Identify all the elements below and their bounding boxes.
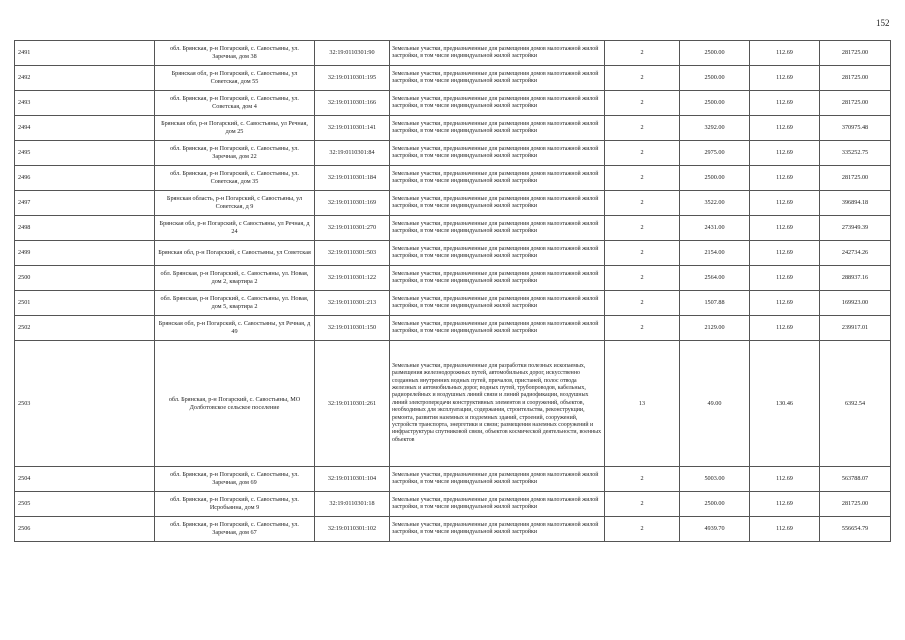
category-code-cell: 2 — [605, 291, 680, 316]
specific-value-cell: 112.69 — [750, 291, 820, 316]
table-row — [15, 191, 891, 216]
row-number: 2496 — [15, 166, 155, 191]
cadastral-number-cell: 32:19:0110301:213 — [315, 291, 390, 316]
area-cell: 2975.00 — [680, 141, 750, 166]
land-use-cell: Земельные участки, предназначенные для размещения домов малоэтажной жилой застройки, в том числе индивидуальной жилой застройки — [390, 66, 605, 91]
cadastral-number-cell: 32:19:0110301:122 — [315, 266, 390, 291]
page-number: 152 — [876, 18, 890, 28]
category-code-cell: 2 — [605, 467, 680, 492]
land-use-cell: Земельные участки, предназначенные для размещения домов малоэтажной жилой застройки, в том числе индивидуальной жилой застройки — [390, 241, 605, 266]
specific-value-cell: 112.69 — [750, 66, 820, 91]
category-code-cell: 2 — [605, 266, 680, 291]
table-row — [15, 492, 891, 517]
land-use-cell: Земельные участки, предназначенные для размещения домов малоэтажной жилой застройки, в том числе индивидуальной жилой застройки — [390, 216, 605, 241]
cadastral-value-cell: 6392.54 — [820, 341, 891, 467]
cadastral-value-cell: 281725.00 — [820, 66, 891, 91]
specific-value-cell: 112.69 — [750, 492, 820, 517]
land-use-cell: Земельные участки, предназначенные для размещения домов малоэтажной жилой застройки, в том числе индивидуальной жилой застройки — [390, 492, 605, 517]
area-cell: 2500.00 — [680, 166, 750, 191]
land-use-cell: Земельные участки, предназначенные для размещения домов малоэтажной жилой застройки, в том числе индивидуальной жилой застройки — [390, 141, 605, 166]
address-cell: обл. Брянская, р-н Погарский, с. Савостьяны, ул. Советская, дом 4 — [155, 91, 315, 116]
area-cell: 2500.00 — [680, 41, 750, 66]
land-use-cell: Земельные участки, предназначенные для размещения домов малоэтажной жилой застройки, в том числе индивидуальной жилой застройки — [390, 116, 605, 141]
area-cell: 3292.00 — [680, 116, 750, 141]
category-code-cell: 2 — [605, 166, 680, 191]
row-number: 2497 — [15, 191, 155, 216]
table-row — [15, 141, 891, 166]
specific-value-cell: 130.46 — [750, 341, 820, 467]
cadastral-number-cell: 32:19:0110301:270 — [315, 216, 390, 241]
cadastral-number-cell: 32:19:0110301:104 — [315, 467, 390, 492]
row-number: 2503 — [15, 341, 155, 467]
address-cell: Брянская обл, р-н Погарский, с Савостьяны, ул Речная, д 24 — [155, 216, 315, 241]
area-cell: 2500.00 — [680, 492, 750, 517]
row-number: 2506 — [15, 517, 155, 542]
category-code-cell: 2 — [605, 141, 680, 166]
specific-value-cell: 112.69 — [750, 241, 820, 266]
row-number: 2495 — [15, 141, 155, 166]
category-code-cell: 2 — [605, 191, 680, 216]
table-row — [15, 91, 891, 116]
cadastral-number-cell: 32:19:0110301:102 — [315, 517, 390, 542]
category-code-cell: 2 — [605, 316, 680, 341]
cadastral-value-cell: 396894.18 — [820, 191, 891, 216]
cadastral-number-cell: 32:19:0110301:503 — [315, 241, 390, 266]
table-row — [15, 266, 891, 291]
area-cell: 2129.00 — [680, 316, 750, 341]
specific-value-cell: 112.69 — [750, 517, 820, 542]
category-code-cell: 2 — [605, 116, 680, 141]
cadastral-value-cell: 281725.00 — [820, 166, 891, 191]
cadastral-number-cell: 32:19:0110301:18 — [315, 492, 390, 517]
area-cell: 2500.00 — [680, 66, 750, 91]
category-code-cell: 2 — [605, 41, 680, 66]
row-number: 2505 — [15, 492, 155, 517]
category-code-cell: 2 — [605, 216, 680, 241]
specific-value-cell: 112.69 — [750, 191, 820, 216]
cadastral-number-cell: 32:19:0110301:195 — [315, 66, 390, 91]
cadastral-number-cell: 32:19:0110301:166 — [315, 91, 390, 116]
address-cell: Брянская область, р-н Погарский, с Савостьяны, ул Советская, д 9 — [155, 191, 315, 216]
cadastral-number-cell: 32:19:0110301:84 — [315, 141, 390, 166]
row-number: 2502 — [15, 316, 155, 341]
cadastral-number-cell: 32:19:0110301:169 — [315, 191, 390, 216]
row-number: 2494 — [15, 116, 155, 141]
cadastral-value-cell: 370975.48 — [820, 116, 891, 141]
land-use-cell: Земельные участки, предназначенные для размещения домов малоэтажной жилой застройки, в том числе индивидуальной жилой застройки — [390, 41, 605, 66]
table-row — [15, 341, 891, 467]
address-cell: Брянская обл, р-н Погарский, с. Савостьяны, ул Советская, дом 55 — [155, 66, 315, 91]
specific-value-cell: 112.69 — [750, 166, 820, 191]
table-row — [15, 116, 891, 141]
address-cell: обл. Брянская, р-н Погарский, с. Савостьяны, МО Долботовское сельское поселение — [155, 341, 315, 467]
specific-value-cell: 112.69 — [750, 141, 820, 166]
category-code-cell: 2 — [605, 91, 680, 116]
cadastral-value-cell: 169923.00 — [820, 291, 891, 316]
area-cell: 2431.00 — [680, 216, 750, 241]
address-cell: обл. Брянская, р-н Погарский, с. Савостьяны, ул. Заречная, дом 38 — [155, 41, 315, 66]
address-cell: Брянская обл, р-н Погарский, с. Савостьяны, ул Речная, д 49 — [155, 316, 315, 341]
land-use-cell: Земельные участки, предназначенные для размещения домов малоэтажной жилой застройки, в том числе индивидуальной жилой застройки — [390, 517, 605, 542]
row-number: 2493 — [15, 91, 155, 116]
land-use-cell: Земельные участки, предназначенные для размещения домов малоэтажной жилой застройки, в том числе индивидуальной жилой застройки — [390, 467, 605, 492]
address-cell: обл. Брянская, р-н Погарский, с. Савостьяны, ул. Исробьянна, дом 9 — [155, 492, 315, 517]
cadastral-value-cell: 288937.16 — [820, 266, 891, 291]
address-cell: обл. Брянская, р-н Погарский, с. Савостьяны, ул. Заречная, дом 67 — [155, 517, 315, 542]
address-cell: Брянская обл, р-н Погарский, с Савостьяны, ул Советская — [155, 241, 315, 266]
area-cell: 2564.00 — [680, 266, 750, 291]
address-cell: обл. Брянская, р-н Погарский, с. Савостьяны, ул. Заречная, дом 22 — [155, 141, 315, 166]
cadastral-value-table — [14, 40, 891, 542]
area-cell: 4939.70 — [680, 517, 750, 542]
area-cell: 49.00 — [680, 341, 750, 467]
cadastral-value-cell: 281725.00 — [820, 91, 891, 116]
cadastral-value-cell: 556654.79 — [820, 517, 891, 542]
row-number: 2491 — [15, 41, 155, 66]
row-number: 2500 — [15, 266, 155, 291]
cadastral-value-cell: 281725.00 — [820, 41, 891, 66]
category-code-cell: 2 — [605, 66, 680, 91]
land-use-cell: Земельные участки, предназначенные для размещения домов малоэтажной жилой застройки, в том числе индивидуальной жилой застройки — [390, 166, 605, 191]
table-row — [15, 467, 891, 492]
row-number: 2492 — [15, 66, 155, 91]
cadastral-value-cell: 239917.01 — [820, 316, 891, 341]
category-code-cell: 13 — [605, 341, 680, 467]
category-code-cell: 2 — [605, 517, 680, 542]
cadastral-number-cell: 32:19:0110301:261 — [315, 341, 390, 467]
table-row — [15, 41, 891, 66]
specific-value-cell: 112.69 — [750, 316, 820, 341]
cadastral-value-cell: 563788.07 — [820, 467, 891, 492]
specific-value-cell: 112.69 — [750, 41, 820, 66]
area-cell: 5003.00 — [680, 467, 750, 492]
specific-value-cell: 112.69 — [750, 91, 820, 116]
area-cell: 1507.88 — [680, 291, 750, 316]
row-number: 2499 — [15, 241, 155, 266]
land-use-cell: Земельные участки, предназначенные для размещения домов малоэтажной жилой застройки, в том числе индивидуальной жилой застройки — [390, 316, 605, 341]
specific-value-cell: 112.69 — [750, 266, 820, 291]
land-use-cell: Земельные участки, предназначенные для размещения домов малоэтажной жилой застройки, в том числе индивидуальной жилой застройки — [390, 291, 605, 316]
area-cell: 2154.00 — [680, 241, 750, 266]
table-row — [15, 316, 891, 341]
cadastral-value-cell: 281725.00 — [820, 492, 891, 517]
cadastral-value-cell: 273949.39 — [820, 216, 891, 241]
specific-value-cell: 112.69 — [750, 116, 820, 141]
category-code-cell: 2 — [605, 492, 680, 517]
table-row — [15, 66, 891, 91]
address-cell: обл. Брянская, р-н Погарский, с. Савостьяны, ул. Новая, дом 5, квартира 2 — [155, 291, 315, 316]
address-cell: обл. Брянская, р-н Погарский, с. Савостьяны, ул. Новая, дом 2, квартира 2 — [155, 266, 315, 291]
address-cell: обл. Брянская, р-н Погарский, с. Савостьяны, ул. Заречная, дом 69 — [155, 467, 315, 492]
land-use-cell: Земельные участки, предназначенные для размещения домов малоэтажной жилой застройки, в том числе индивидуальной жилой застройки — [390, 266, 605, 291]
cadastral-number-cell: 32:19:0110301:141 — [315, 116, 390, 141]
table-row — [15, 216, 891, 241]
area-cell: 3522.00 — [680, 191, 750, 216]
land-use-cell: Земельные участки, предназначенные для размещения домов малоэтажной жилой застройки, в том числе индивидуальной жилой застройки — [390, 191, 605, 216]
cadastral-value-cell: 335252.75 — [820, 141, 891, 166]
row-number: 2498 — [15, 216, 155, 241]
specific-value-cell: 112.69 — [750, 216, 820, 241]
table-row — [15, 517, 891, 542]
address-cell: обл. Брянская, р-н Погарский, с. Савостьяны, ул. Советская, дом 35 — [155, 166, 315, 191]
table-row — [15, 291, 891, 316]
cadastral-number-cell: 32:19:0110301:184 — [315, 166, 390, 191]
address-cell: Брянская обл, р-н Погарский, с. Савостьяны, ул Речная, дом 25 — [155, 116, 315, 141]
table-row — [15, 241, 891, 266]
category-code-cell: 2 — [605, 241, 680, 266]
cadastral-value-cell: 242734.26 — [820, 241, 891, 266]
table-row — [15, 166, 891, 191]
cadastral-number-cell: 32:19:0110301:90 — [315, 41, 390, 66]
land-use-cell: Земельные участки, предназначенные для размещения домов малоэтажной жилой застройки, в том числе индивидуальной жилой застройки — [390, 91, 605, 116]
area-cell: 2500.00 — [680, 91, 750, 116]
cadastral-number-cell: 32:19:0110301:150 — [315, 316, 390, 341]
row-number: 2504 — [15, 467, 155, 492]
specific-value-cell: 112.69 — [750, 467, 820, 492]
land-use-cell: Земельные участки, предназначенные для разработки полезных ископаемых, размещения железнодорожных путей, автомобильных дорог, искусственно созданных внутренних водных путей, причалов, пристаней, полос отвода железных и автомобильных дорог, водных путей, трубопроводов, кабельных, радиорелейных и воздушных линий связи и линий радиофикации, воздушных линий электропередачи конструктивных элементов и сооружений, объектов, необходимых для эксплуатации, содержания, строительства, реконструкции, ремонта, развития наземных и подземных зданий, строений, сооружений, устройств транспорта, энергетики и связи; размещения наземных сооружений и инфраструктуры спутниковой связи, объектов космической деятельности, военных объектов — [390, 341, 605, 467]
row-number: 2501 — [15, 291, 155, 316]
